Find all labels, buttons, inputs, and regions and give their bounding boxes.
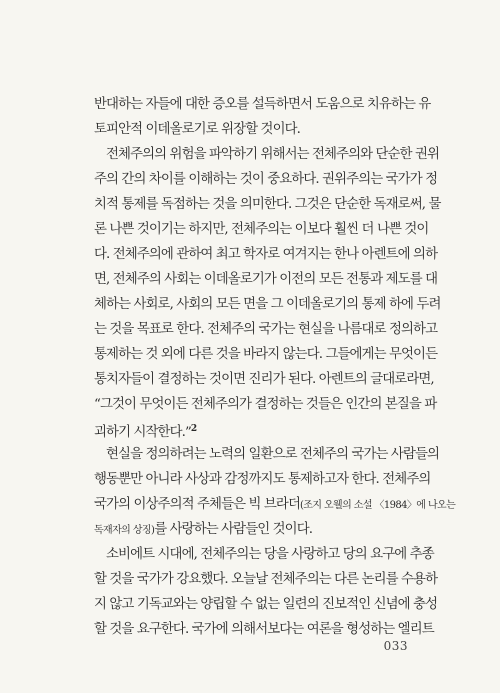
text-line: 토피안적 이데올로기로 위장할 것이다. (94, 122, 300, 137)
page-body (94, 92, 456, 642)
aside-note: 독재자의 상징) (94, 525, 155, 536)
paragraph-2 (94, 142, 441, 442)
text-line: 는 것을 목표로 한다. 전체주의 국가는 현실을 나름대로 정의하고 (94, 322, 438, 337)
text-line: 론 나쁜 것이기는 하지만, 전체주의는 이보다 훨씬 더 나쁜 것이 (94, 222, 429, 237)
text-line-content: 괴하기 시작한다.” (94, 425, 191, 440)
text-line: 할 것을 국가가 강요했다. 오늘날 전체주의는 다른 논리를 수용하 (94, 572, 438, 587)
page-number: 033 (383, 639, 408, 653)
text-line: 다. 전체주의에 관하여 최고 학자로 여겨지는 한나 아렌트에 의하 (94, 247, 438, 262)
text-line-content: 를 사랑하는 사람들인 것이다. (154, 522, 313, 537)
text-line: 치적 통제를 독점하는 것을 의미한다. 그것은 단순한 독재로써, 물 (94, 197, 441, 212)
text-line: 전체주의의 위험을 파악하기 위해서는 전체주의와 단순한 권위 (106, 147, 440, 162)
text-line: 할 것을 요구한다. 국가에 의해서보다는 여론을 형성하는 엘리트 (94, 622, 434, 637)
text-line (94, 517, 416, 542)
text-line: “그것이 무엇이든 전체주의가 결정하는 것들은 인간의 본질을 파 (94, 397, 437, 412)
text-line: 면, 전체주의 사회는 이데올로기가 이전의 모든 전통과 제도를 대 (94, 272, 438, 287)
text-line: 통치자들이 결정하는 것이면 진리가 된다. 아렌트의 글대로라면, (94, 372, 434, 387)
text-line: 체하는 사회로, 사회의 모든 면을 그 이데올로기의 통제 하에 두려 (94, 297, 441, 312)
paragraph-4 (94, 542, 438, 642)
text-line: 반대하는 자들에 대한 증오를 설득하면서 도움으로 치유하는 유 (94, 97, 431, 112)
text-line: 소비에트 시대에, 전체주의는 당을 사랑하고 당의 요구에 추종 (106, 547, 434, 562)
paragraph-1 (94, 92, 431, 142)
text-line: 행동뿐만 아니라 사상과 감정까지도 통제하고자 한다. 전체주의 (94, 472, 431, 487)
text-line (94, 417, 416, 442)
text-line (94, 492, 456, 517)
text-line: 현실을 정의하려는 노력의 일환으로 전체주의 국가는 사람들의 (106, 447, 440, 462)
paragraph-3 (94, 442, 456, 542)
text-line: 지 않고 기독교와는 양립할 수 없는 일련의 진보적인 신념에 충성 (94, 597, 438, 612)
text-line-content: 국가의 이상주의적 주체들은 빅 브라더 (94, 497, 300, 512)
text-line: 주의 간의 차이를 이해하는 것이 중요하다. 권위주의는 국가가 정 (94, 172, 438, 187)
aside-note: (조지 오웰의 소설 〈1984〉에 나오는 (300, 500, 456, 511)
footnote-marker: 2 (190, 424, 198, 434)
text-line: 통제하는 것 외에 다른 것을 바라지 않는다. 그들에게는 무엇이든 (94, 347, 438, 362)
